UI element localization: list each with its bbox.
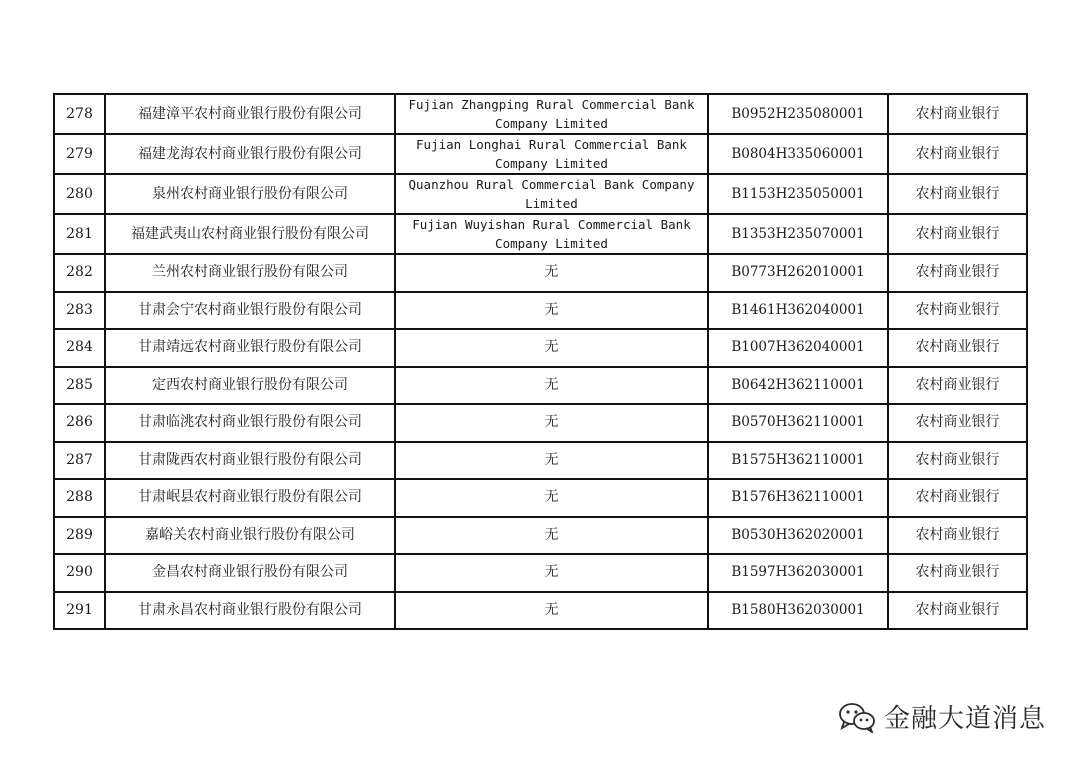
- institution-code-cell: B1353H235070001: [708, 214, 888, 254]
- row-number-cell: 286: [54, 404, 105, 442]
- english-name-cell: Quanzhou Rural Commercial Bank Company Limited: [395, 174, 708, 214]
- english-name-cell: Fujian Wuyishan Rural Commercial Bank Company Limited: [395, 214, 708, 254]
- table-row: [54, 517, 1027, 555]
- bank-list-table: [53, 93, 1028, 630]
- institution-code-cell: B1575H362110001: [708, 442, 888, 480]
- table-row: [54, 592, 1027, 630]
- institution-type-cell: 农村商业银行: [888, 517, 1027, 555]
- row-number-cell: 291: [54, 592, 105, 630]
- chinese-name-cell: 福建龙海农村商业银行股份有限公司: [105, 134, 395, 174]
- institution-type-cell: 农村商业银行: [888, 404, 1027, 442]
- table-row: [54, 214, 1027, 254]
- row-number-cell: 285: [54, 367, 105, 405]
- institution-code-cell: B1597H362030001: [708, 554, 888, 592]
- table-row: [54, 134, 1027, 174]
- institution-type-cell: 农村商业银行: [888, 367, 1027, 405]
- institution-type-cell: 农村商业银行: [888, 214, 1027, 254]
- english-name-cell: 无: [395, 517, 708, 555]
- institution-code-cell: B1580H362030001: [708, 592, 888, 630]
- institution-type-cell: 农村商业银行: [888, 554, 1027, 592]
- row-number-cell: 284: [54, 329, 105, 367]
- institution-code-cell: B0773H262010001: [708, 254, 888, 292]
- institution-code-cell: B1153H235050001: [708, 174, 888, 214]
- row-number-cell: 278: [54, 94, 105, 134]
- row-number-cell: 290: [54, 554, 105, 592]
- institution-type-cell: 农村商业银行: [888, 254, 1027, 292]
- watermark-text: 金融大道消息: [884, 704, 1047, 734]
- table-row: [54, 479, 1027, 517]
- institution-code-cell: B0570H362110001: [708, 404, 888, 442]
- english-name-cell: Fujian Zhangping Rural Commercial Bank Company Limited: [395, 94, 708, 134]
- english-name-cell: 无: [395, 554, 708, 592]
- table-row: [54, 404, 1027, 442]
- table-row: [54, 174, 1027, 214]
- table-row: [54, 367, 1027, 405]
- english-name-cell: 无: [395, 367, 708, 405]
- table-row: [54, 554, 1027, 592]
- institution-code-cell: B0952H235080001: [708, 94, 888, 134]
- row-number-cell: 282: [54, 254, 105, 292]
- english-name-cell: Fujian Longhai Rural Commercial Bank Company Limited: [395, 134, 708, 174]
- english-name-cell: 无: [395, 254, 708, 292]
- chinese-name-cell: 甘肃靖远农村商业银行股份有限公司: [105, 329, 395, 367]
- institution-type-cell: 农村商业银行: [888, 479, 1027, 517]
- institution-type-cell: 农村商业银行: [888, 329, 1027, 367]
- table-row: [54, 442, 1027, 480]
- english-name-cell: 无: [395, 479, 708, 517]
- institution-type-cell: 农村商业银行: [888, 442, 1027, 480]
- chinese-name-cell: 甘肃会宁农村商业银行股份有限公司: [105, 292, 395, 330]
- institution-code-cell: B1461H362040001: [708, 292, 888, 330]
- row-number-cell: 289: [54, 517, 105, 555]
- chinese-name-cell: 福建漳平农村商业银行股份有限公司: [105, 94, 395, 134]
- row-number-cell: 287: [54, 442, 105, 480]
- english-name-cell: 无: [395, 592, 708, 630]
- chinese-name-cell: 定西农村商业银行股份有限公司: [105, 367, 395, 405]
- institution-code-cell: B0642H362110001: [708, 367, 888, 405]
- chinese-name-cell: 兰州农村商业银行股份有限公司: [105, 254, 395, 292]
- english-name-cell: 无: [395, 404, 708, 442]
- table-row: [54, 292, 1027, 330]
- chinese-name-cell: 甘肃永昌农村商业银行股份有限公司: [105, 592, 395, 630]
- row-number-cell: 288: [54, 479, 105, 517]
- row-number-cell: 280: [54, 174, 105, 214]
- chinese-name-cell: 嘉峪关农村商业银行股份有限公司: [105, 517, 395, 555]
- english-name-cell: 无: [395, 329, 708, 367]
- watermark: [838, 698, 1046, 735]
- chinese-name-cell: 甘肃临洮农村商业银行股份有限公司: [105, 404, 395, 442]
- table-row: [54, 254, 1027, 292]
- institution-type-cell: 农村商业银行: [888, 592, 1027, 630]
- row-number-cell: 283: [54, 292, 105, 330]
- institution-type-cell: 农村商业银行: [888, 94, 1027, 134]
- chinese-name-cell: 金昌农村商业银行股份有限公司: [105, 554, 395, 592]
- table-row: [54, 329, 1027, 367]
- chinese-name-cell: 甘肃岷县农村商业银行股份有限公司: [105, 479, 395, 517]
- institution-type-cell: 农村商业银行: [888, 134, 1027, 174]
- row-number-cell: 281: [54, 214, 105, 254]
- chinese-name-cell: 泉州农村商业银行股份有限公司: [105, 174, 395, 214]
- institution-code-cell: B0804H335060001: [708, 134, 888, 174]
- institution-code-cell: B1576H362110001: [708, 479, 888, 517]
- table-row: [54, 94, 1027, 134]
- institution-type-cell: 农村商业银行: [888, 292, 1027, 330]
- institution-code-cell: B0530H362020001: [708, 517, 888, 555]
- table-body: [54, 94, 1027, 629]
- wechat-icon: [838, 701, 876, 733]
- english-name-cell: 无: [395, 292, 708, 330]
- chinese-name-cell: 甘肃陇西农村商业银行股份有限公司: [105, 442, 395, 480]
- row-number-cell: 279: [54, 134, 105, 174]
- chinese-name-cell: 福建武夷山农村商业银行股份有限公司: [105, 214, 395, 254]
- institution-type-cell: 农村商业银行: [888, 174, 1027, 214]
- english-name-cell: 无: [395, 442, 708, 480]
- institution-code-cell: B1007H362040001: [708, 329, 888, 367]
